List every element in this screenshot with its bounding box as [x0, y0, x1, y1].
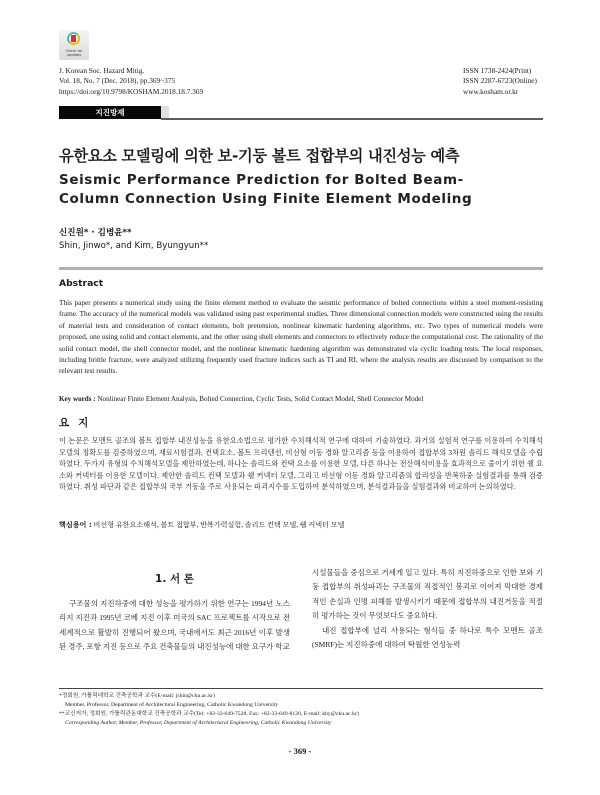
yoji-keywords-label: 핵심용어 :: [59, 520, 92, 529]
issn-print: ISSN 1738-2424(Print): [463, 66, 532, 75]
abstract-heading: Abstract: [59, 278, 104, 289]
keywords: [59, 395, 543, 403]
footnote-author1-ko: *정회원, 가톨릭대학교 건축공학과 교수(E-mail: jshin@cku.ac.kr): [59, 693, 215, 699]
footnote-divider: [59, 688, 543, 689]
title-english: Seismic Performance Prediction for Bolted Beam-Column Connection Using Finite Element Modeling: [59, 172, 473, 207]
journal-volume: Vol. 18, No. 7 (Dec. 2018), pp.369~375: [59, 76, 176, 86]
journal-citation: [59, 66, 203, 97]
issn-online: ISSN 2287-6723(Online): [463, 76, 537, 86]
keywords-list: Nonlinear Finite Element Analysis, Bolted Connection, Cyclic Tests, Solid Contact Model, Shell Connector Model: [97, 395, 424, 403]
issn-block: [463, 66, 537, 97]
abstract-body: This paper presents a numerical study using the finite element method to evaluate the seismic performance of bolted connections within a steel moment-resisting frame. The accuracy of the numerical models was validated using past experimental studies. Three dimensional connection models were constructed using the results of material tests and consideration of contact elements, bolt pretension, nonlinear kinematic hardening algorithms, etc. Two types of numerical models were proposed, one using solid and contact elements, and the other using shell elements and connectors to effectively reduce the computational cost. The rationality of the solid contact model, the shell connector model, and the nonlinear kinematic hardening algorithm was demonstrated via cyclic loading tests. The local responses, including brittle fracture, were analyzed utilizing frequently used fracture indices such as TI and RI, where the analysis results are discussed by comparison to the relevant test results.: [59, 298, 543, 376]
journal-name: J. Korean Soc. Hazard Mitig.: [59, 66, 145, 75]
authors-english: Shin, Jinwo*, and Kim, Byungyun**: [59, 241, 209, 251]
body-column-right: [312, 566, 543, 652]
bookmark-ribbon-icon: [71, 35, 76, 42]
page-number: - 369 -: [288, 746, 312, 756]
category-rule: [161, 118, 543, 120]
yoji-keywords: [59, 520, 543, 530]
yoji-body: 이 논문은 모멘트 골조의 볼트 접합부 내진성능을 유한요소법으로 평가한 수치해석적 연구에 대하여 기술하였다. 과거의 실험적 연구를 이용하여 수치해석모델의 정확도를 검증하였으며, 재료시험결과, 컨택요소, 볼트 프리텐션, 비선형 이동 경화 알고리즘 등을 이용하여 접합부의 3차원 솔리드 해석모델을 수립하였다. 두가지 유형의 수치해석모델을 제안하였는데, 하나는 솔리드와 컨택 요소를 이용한 모델, 다른 하나는 전산해석비용을 효과적으로 줄이기 위한 쉘 요소와 커넥터를 이용한 모델이다. 제안한 솔리드 컨택 모델과 쉘 커넥터 모델, 그리고 비선형 이동 경화 알고리즘의 합리성을 반복하중 실험결과를 통해 검증하였다. 취성 파단과 같은 접합부의 국부 거동을 주로 사용되는 파괴지수를 도입하여 분석하였으며, 분석결과들을 실험결과와 비교하여 논의하였다.: [59, 437, 543, 491]
title-korean: 유한요소 모델링에 의한 보-기둥 볼트 접합부의 내진성능 예측: [59, 147, 460, 165]
category-bar: [59, 106, 543, 120]
website-link[interactable]: www.kosham.or.kr: [463, 86, 519, 96]
category-label: 지진방재: [59, 106, 161, 119]
abstract-divider: [59, 267, 543, 270]
crossmark-label: Check for updates: [65, 49, 83, 57]
body-paragraph: 구조물의 지진하중에 대한 성능을 평가하기 위한 연구는 1994년 노스리지 지진과 1995년 코베 지진 이후 미국의 SAC 프로젝트를 시작으로 전세계적으로 활발히 진행되어 왔으며, 국내에서도 최근 2016년 이후 발생된 경주, 포항 지진 등으로 주요 건축물들의 내진성능에 대한 요구가 학교: [59, 599, 290, 652]
footnote-author2-ko: **교신저자, 정회원, 가톨릭관동대학교 건축공학과 교수(Tel: +82-33-649-7528, Fax: +82-33-649-8120, E-mail: kby@cku.ac.kr): [59, 711, 359, 717]
footnotes: [59, 692, 559, 728]
crossmark-badge[interactable]: [59, 30, 89, 60]
section-heading: 1. 서 론: [155, 573, 194, 585]
footnote-author1-en: Member, Professor, Department of Architectural Engineering, Catholic Kwandong University: [65, 702, 279, 708]
body-paragraph: 시설물들을 중심으로 거세게 일고 있다. 특히 지진하중으로 인한 보와 기둥 접합부의 취성파괴는 구조물의 직접적인 붕괴로 이어져 막대한 경제적인 손실과 인명 피해를 발생시키기 때문에 접합부의 내진거동을 적절히 평가하는 것이 무엇보다도 중요하다.: [312, 568, 543, 621]
yoji-heading: 요지: [59, 417, 98, 429]
body-column-left: [59, 597, 290, 655]
body-paragraph: 내진 접합부에 널리 사용되는 형식들 중 하나로 특수 모멘트 골조(SMRF)는 지진하중에 대하여 탁월한 연성능력: [312, 625, 543, 650]
authors-korean: 신진원* · 김병윤**: [59, 228, 132, 238]
footnote-author2-en: Corresponding Author, Member, Professor, Department of Architectural Engineering, Catholic Kwandong University: [65, 720, 332, 726]
keywords-label: Key words :: [59, 395, 96, 403]
yoji-keywords-list: 비선형 유한요소해석, 볼트 접합부, 반복가력실험, 솔리드 컨택 모델, 쉘 커넥터 모델: [93, 521, 345, 529]
doi-link[interactable]: https://doi.org/10.9798/KOSHAM.2018.18.7.369: [59, 86, 204, 96]
